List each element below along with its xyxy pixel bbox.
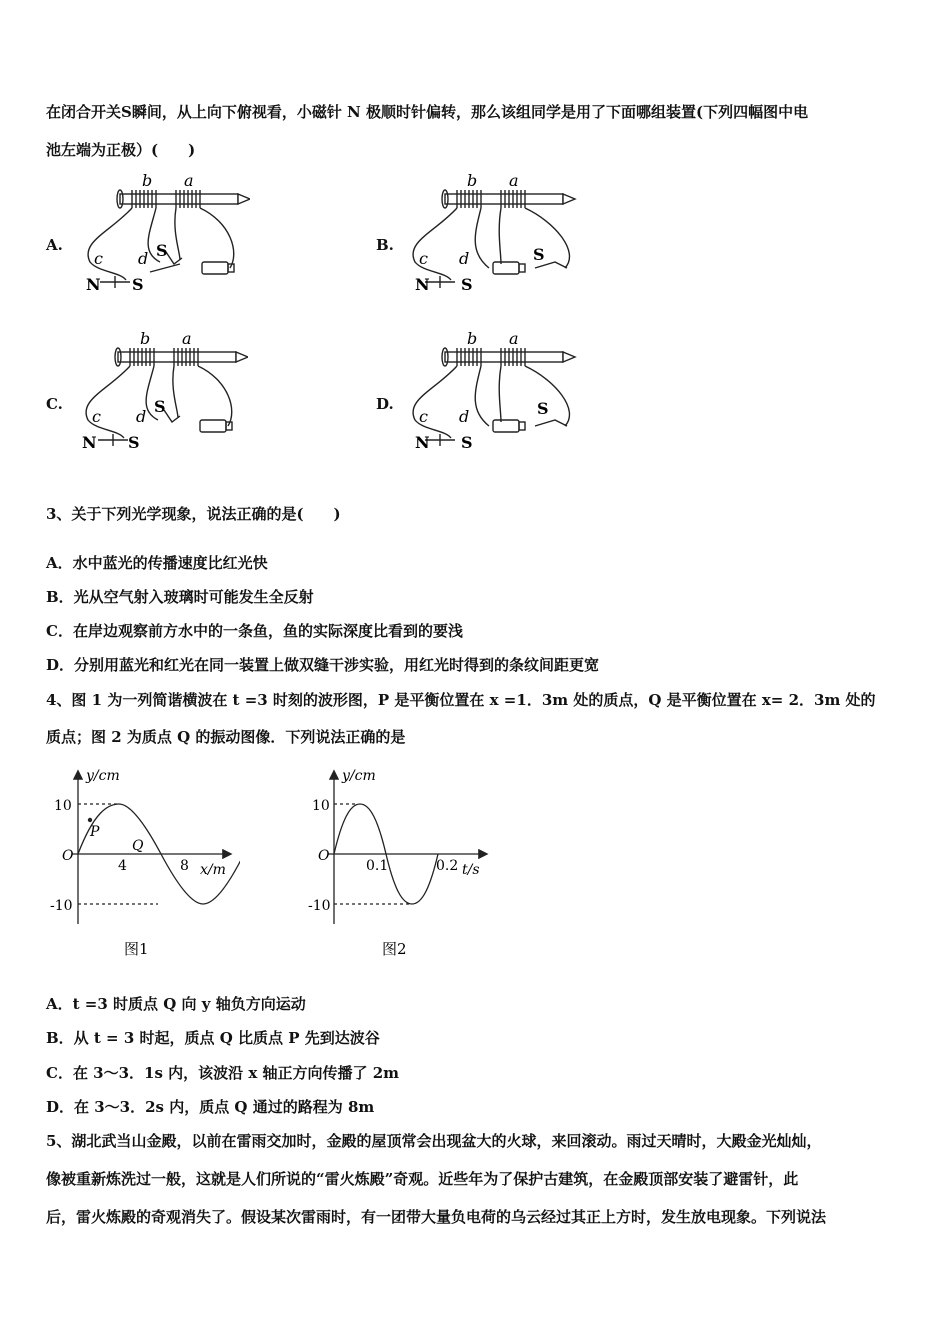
label-b: b	[142, 172, 153, 190]
graph1-caption: 图1	[124, 940, 149, 958]
tick-8: 8	[180, 858, 189, 874]
q3-option-a: A．水中蓝光的传播速度比红光快	[46, 554, 268, 572]
apparatus-figure-b	[405, 172, 585, 297]
origin-label: O	[62, 848, 74, 864]
q3-stem: 3、关于下列光学现象，说法正确的是( )	[46, 505, 341, 523]
label-switch-s: S	[533, 245, 545, 264]
label-c: c	[419, 249, 428, 268]
label-b: b	[467, 172, 478, 190]
q2-option-a-label: A.	[46, 236, 63, 254]
label-b: b	[140, 330, 151, 348]
q2-stem-line1: 在闭合开关S瞬间，从上向下俯视看，小磁针 N 极顺时针偏转，那么该组同学是用了下面哪组装置(下列四幅图中电	[46, 103, 809, 121]
label-a: a	[509, 330, 519, 348]
x-axis-label: x/m	[200, 862, 226, 878]
y-max-label: 10	[312, 798, 330, 814]
q4-option-d: D．在 3～3．2s 内，质点 Q 通过的路程为 8m	[46, 1098, 375, 1116]
q5-line1: 5、湖北武当山金殿，以前在雷雨交加时，金殿的屋顶常会出现盆大的火球，来回滚动。雨过天晴时，大殿金光灿灿，	[46, 1132, 822, 1150]
y-axis-label: y/cm	[342, 768, 376, 784]
label-c: c	[419, 407, 428, 426]
label-needle-s: S	[128, 433, 140, 452]
label-needle-s: S	[461, 433, 473, 452]
label-d: d	[459, 249, 470, 268]
q2-option-c-label: C.	[46, 395, 63, 413]
label-switch-s: S	[537, 399, 549, 418]
label-needle-s: S	[132, 275, 144, 294]
vibration-graph-2	[308, 762, 498, 967]
apparatus-figure-c	[78, 330, 248, 455]
label-needle-n: N	[86, 275, 101, 294]
label-a: a	[182, 330, 192, 348]
apparatus-figure-a	[80, 172, 250, 297]
q3-option-d: D．分别用蓝光和红光在同一装置上做双缝干涉实验，用红光时得到的条纹间距更宽	[46, 656, 600, 674]
wave-graph-1	[50, 762, 240, 967]
q4-stem-line1: 4、图 1 为一列简谐横波在 t =3 时刻的波形图，P 是平衡位置在 x =1．3m 处的质点，Q 是平衡位置在 x= 2．3m 处的	[46, 691, 876, 709]
label-d: d	[138, 249, 149, 268]
q3-option-b: B．光从空气射入玻璃时可能发生全反射	[46, 588, 314, 606]
tick-0-1: 0.1	[366, 858, 389, 874]
y-min-label: -10	[308, 898, 331, 914]
tick-4: 4	[118, 858, 127, 874]
label-needle-n: N	[415, 433, 430, 452]
label-needle-n: N	[415, 275, 430, 294]
label-switch-s: S	[154, 397, 166, 416]
y-max-label: 10	[54, 798, 72, 814]
label-c: c	[92, 407, 101, 426]
q-label: Q	[132, 838, 144, 854]
y-axis-label: y/cm	[86, 768, 120, 784]
label-needle-s: S	[461, 275, 473, 294]
apparatus-figure-d	[405, 330, 585, 455]
origin-label: O	[318, 848, 330, 864]
label-switch-s: S	[156, 241, 168, 260]
label-d: d	[136, 407, 147, 426]
y-min-label: -10	[50, 898, 73, 914]
label-needle-n: N	[82, 433, 97, 452]
q4-stem-line2: 质点；图 2 为质点 Q 的振动图像．下列说法正确的是	[46, 728, 406, 746]
label-b: b	[467, 330, 478, 348]
label-a: a	[509, 172, 519, 190]
label-a: a	[184, 172, 194, 190]
p-label: P	[90, 824, 100, 840]
q4-option-c: C．在 3～3．1s 内，该波沿 x 轴正方向传播了 2m	[46, 1064, 400, 1082]
q3-option-c: C．在岸边观察前方水中的一条鱼，鱼的实际深度比看到的要浅	[46, 622, 463, 640]
q5-line3: 后，雷火炼殿的奇观消失了。假设某次雷雨时，有一团带大量负电荷的乌云经过其正上方时，发生放电现象。下列说法	[46, 1208, 827, 1226]
q2-stem-line2: 池左端为正极）( )	[46, 141, 196, 159]
graph2-caption: 图2	[382, 940, 407, 958]
q2-option-d-label: D.	[376, 395, 394, 413]
point-p	[88, 818, 92, 822]
q2-option-b-label: B.	[376, 236, 394, 254]
label-c: c	[94, 249, 103, 268]
label-d: d	[459, 407, 470, 426]
q5-line2: 像被重新炼洗过一般，这就是人们所说的“雷火炼殿”奇观。近些年为了保护古建筑，在金殿顶部安装了避雷针，此	[46, 1170, 799, 1188]
q4-option-b: B．从 t = 3 时起，质点 Q 比质点 P 先到达波谷	[46, 1029, 380, 1047]
x-axis-label: t/s	[462, 862, 480, 878]
tick-0-2: 0.2	[436, 858, 459, 874]
q4-option-a: A．t =3 时质点 Q 向 y 轴负方向运动	[46, 995, 306, 1013]
